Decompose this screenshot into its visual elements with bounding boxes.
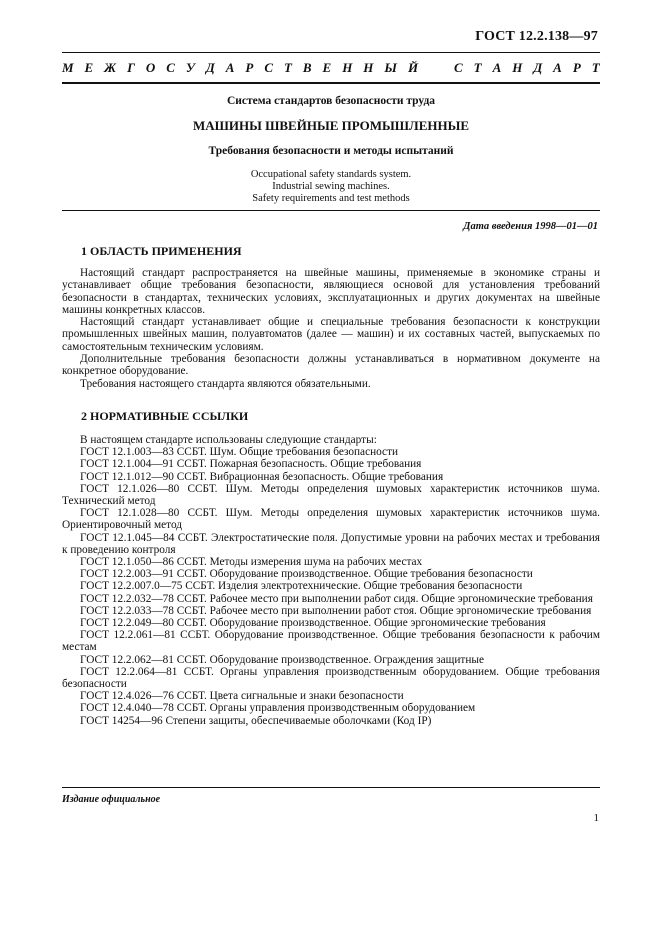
standard-kind-letter: Г: [127, 60, 135, 75]
standard-kind-letter: Ы: [384, 60, 397, 75]
title-rule: [62, 210, 600, 211]
paragraph: Требования настоящего стандарта являются обязательными.: [80, 377, 371, 390]
standard-kind-letter: Н: [342, 60, 353, 75]
standard-kind-letter: Т: [591, 60, 600, 75]
english-title-line: Occupational safety standards system.: [250, 169, 412, 180]
section-2-body: [62, 434, 600, 727]
footer-rule: [62, 787, 600, 788]
standard-kind-heading: [62, 60, 600, 76]
introduction-date: Дата введения 1998—01—01: [463, 221, 598, 232]
reference-item: ГОСТ 12.2.032—78 ССБТ. Рабочее место при выполнении работ сидя. Общие эргономические требования: [80, 592, 593, 605]
paragraph: Настоящий стандарт устанавливает общие и специальные требования безопасности к конструкции промышленных швейных машин, полуавтоматов (далее — машин) и их составных частей, выпускаемых по самостоятельным техническим условиям.: [62, 316, 600, 353]
reference-item: ГОСТ 12.1.050—86 ССБТ. Методы измерения шума на рабочих местах: [80, 556, 423, 569]
reference-item: ГОСТ 12.1.003—83 ССБТ. Шум. Общие требования безопасности: [80, 446, 399, 459]
standard-kind-letter: [429, 60, 443, 76]
standard-kind-letter: Ж: [104, 60, 117, 75]
subtitle: Требования безопасности и методы испытаний: [208, 145, 454, 157]
references-intro: В настоящем стандарте использованы следующие стандарты:: [80, 434, 377, 446]
page-number: 1: [593, 812, 599, 824]
reference-item: ГОСТ 12.2.061—81 ССБТ. Оборудование производственное. Общие требования безопасности к рабочим местам: [62, 629, 600, 654]
section-2-heading: 2 НОРМАТИВНЫЕ ССЫЛКИ: [81, 409, 249, 423]
header-rule-bottom: [62, 82, 600, 84]
main-title: МАШИНЫ ШВЕЙНЫЕ ПРОМЫШЛЕННЫЕ: [192, 118, 470, 133]
standard-kind-letter: О: [145, 60, 156, 75]
reference-item: ГОСТ 12.1.004—91 ССБТ. Пожарная безопасность. Общие требования: [80, 458, 422, 471]
standard-kind-letter: Й: [407, 60, 419, 75]
document-number: ГОСТ 12.2.138—97: [475, 29, 598, 44]
reference-item: ГОСТ 12.2.049—80 ССБТ. Оборудование производственное. Общие эргономические требования: [80, 617, 546, 630]
reference-item: ГОСТ 12.1.028—80 ССБТ. Шум. Методы определения шумовых характеристик источников шума. Ориентировочный метод: [62, 507, 600, 532]
reference-item: ГОСТ 12.1.012—90 ССБТ. Вибрационная безопасность. Общие требования: [80, 470, 444, 483]
standard-kind-letter: Т: [283, 60, 292, 75]
standard-kind-letter: Д: [533, 60, 543, 75]
standard-kind-letter: Т: [473, 60, 482, 75]
reference-item: ГОСТ 12.1.045—84 ССБТ. Электростатические поля. Допустимые уровни на рабочих местах и требования к проведению контроля: [62, 531, 600, 556]
english-title-line: Industrial sewing machines.: [272, 181, 390, 192]
reference-item: ГОСТ 12.2.007.0—75 ССБТ. Изделия электротехнические. Общие требования безопасности: [80, 580, 523, 593]
reference-item: ГОСТ 12.2.003—91 ССБТ. Оборудование производственное. Общие требования безопасности: [80, 568, 533, 581]
reference-item: ГОСТ 12.2.064—81 ССБТ. Органы управления производственным оборудованием. Общие требования безопасности: [62, 665, 600, 691]
standard-kind-letter: А: [553, 60, 562, 75]
standard-kind-letter: А: [225, 60, 235, 75]
reference-item: ГОСТ 12.4.026—76 ССБТ. Цвета сигнальные и знаки безопасности: [80, 690, 404, 703]
reference-item: ГОСТ 12.2.033—78 ССБТ. Рабочее место при выполнении работ стоя. Общие эргономические требования: [80, 604, 592, 617]
standard-kind-letter: В: [302, 60, 312, 75]
section-1-body: [62, 267, 600, 390]
standard-kind-letter: У: [185, 60, 195, 75]
reference-item: ГОСТ 12.1.026—80 ССБТ. Шум. Методы определения шумовых характеристик источников шума. Технический метод: [62, 482, 600, 508]
standard-kind-letter: С: [454, 60, 463, 75]
standard-kind-letter: Р: [245, 60, 254, 75]
reference-item: ГОСТ 12.2.062—81 ССБТ. Оборудование производственное. Ограждения защитные: [80, 653, 484, 666]
section-1-heading: 1 ОБЛАСТЬ ПРИМЕНЕНИЯ: [81, 244, 242, 258]
standard-kind-letter: С: [264, 60, 274, 75]
reference-item: ГОСТ 14254—96 Степени защиты, обеспечиваемые оболочками (Код IP): [80, 714, 432, 727]
english-title-line: Safety requirements and test methods: [252, 193, 410, 204]
paragraph: Настоящий стандарт распространяется на швейные машины, применяемые в экономике страны и устанавливает общие требования безопасности, являющиеся основой для установления требований безопасности в стандартах, технических условиях, эксплуатационных и других документах на швейные машины конкретных классов.: [62, 267, 600, 316]
standard-kind-letter: А: [492, 60, 502, 75]
english-title: [62, 169, 600, 205]
system-title: Система стандартов безопасности труда: [226, 95, 436, 107]
standard-kind-letter: С: [166, 60, 175, 75]
standard-kind-letter: М: [62, 60, 74, 75]
header-rule-top: [62, 52, 600, 53]
official-edition-label: Издание официальное: [62, 794, 161, 805]
standard-kind-letter: Р: [572, 60, 581, 75]
reference-item: ГОСТ 12.4.040—78 ССБТ. Органы управления производственным оборудованием: [80, 702, 476, 715]
standard-kind-letter: Н: [363, 60, 374, 75]
standard-kind-letter: Е: [322, 60, 332, 75]
paragraph: Дополнительные требования безопасности должны устанавливаться в нормативном документе на конкретное оборудование.: [62, 353, 600, 378]
standard-kind-letter: Д: [205, 60, 215, 75]
standard-kind-letter: Е: [84, 60, 94, 75]
standard-kind-letter: Н: [512, 60, 523, 75]
